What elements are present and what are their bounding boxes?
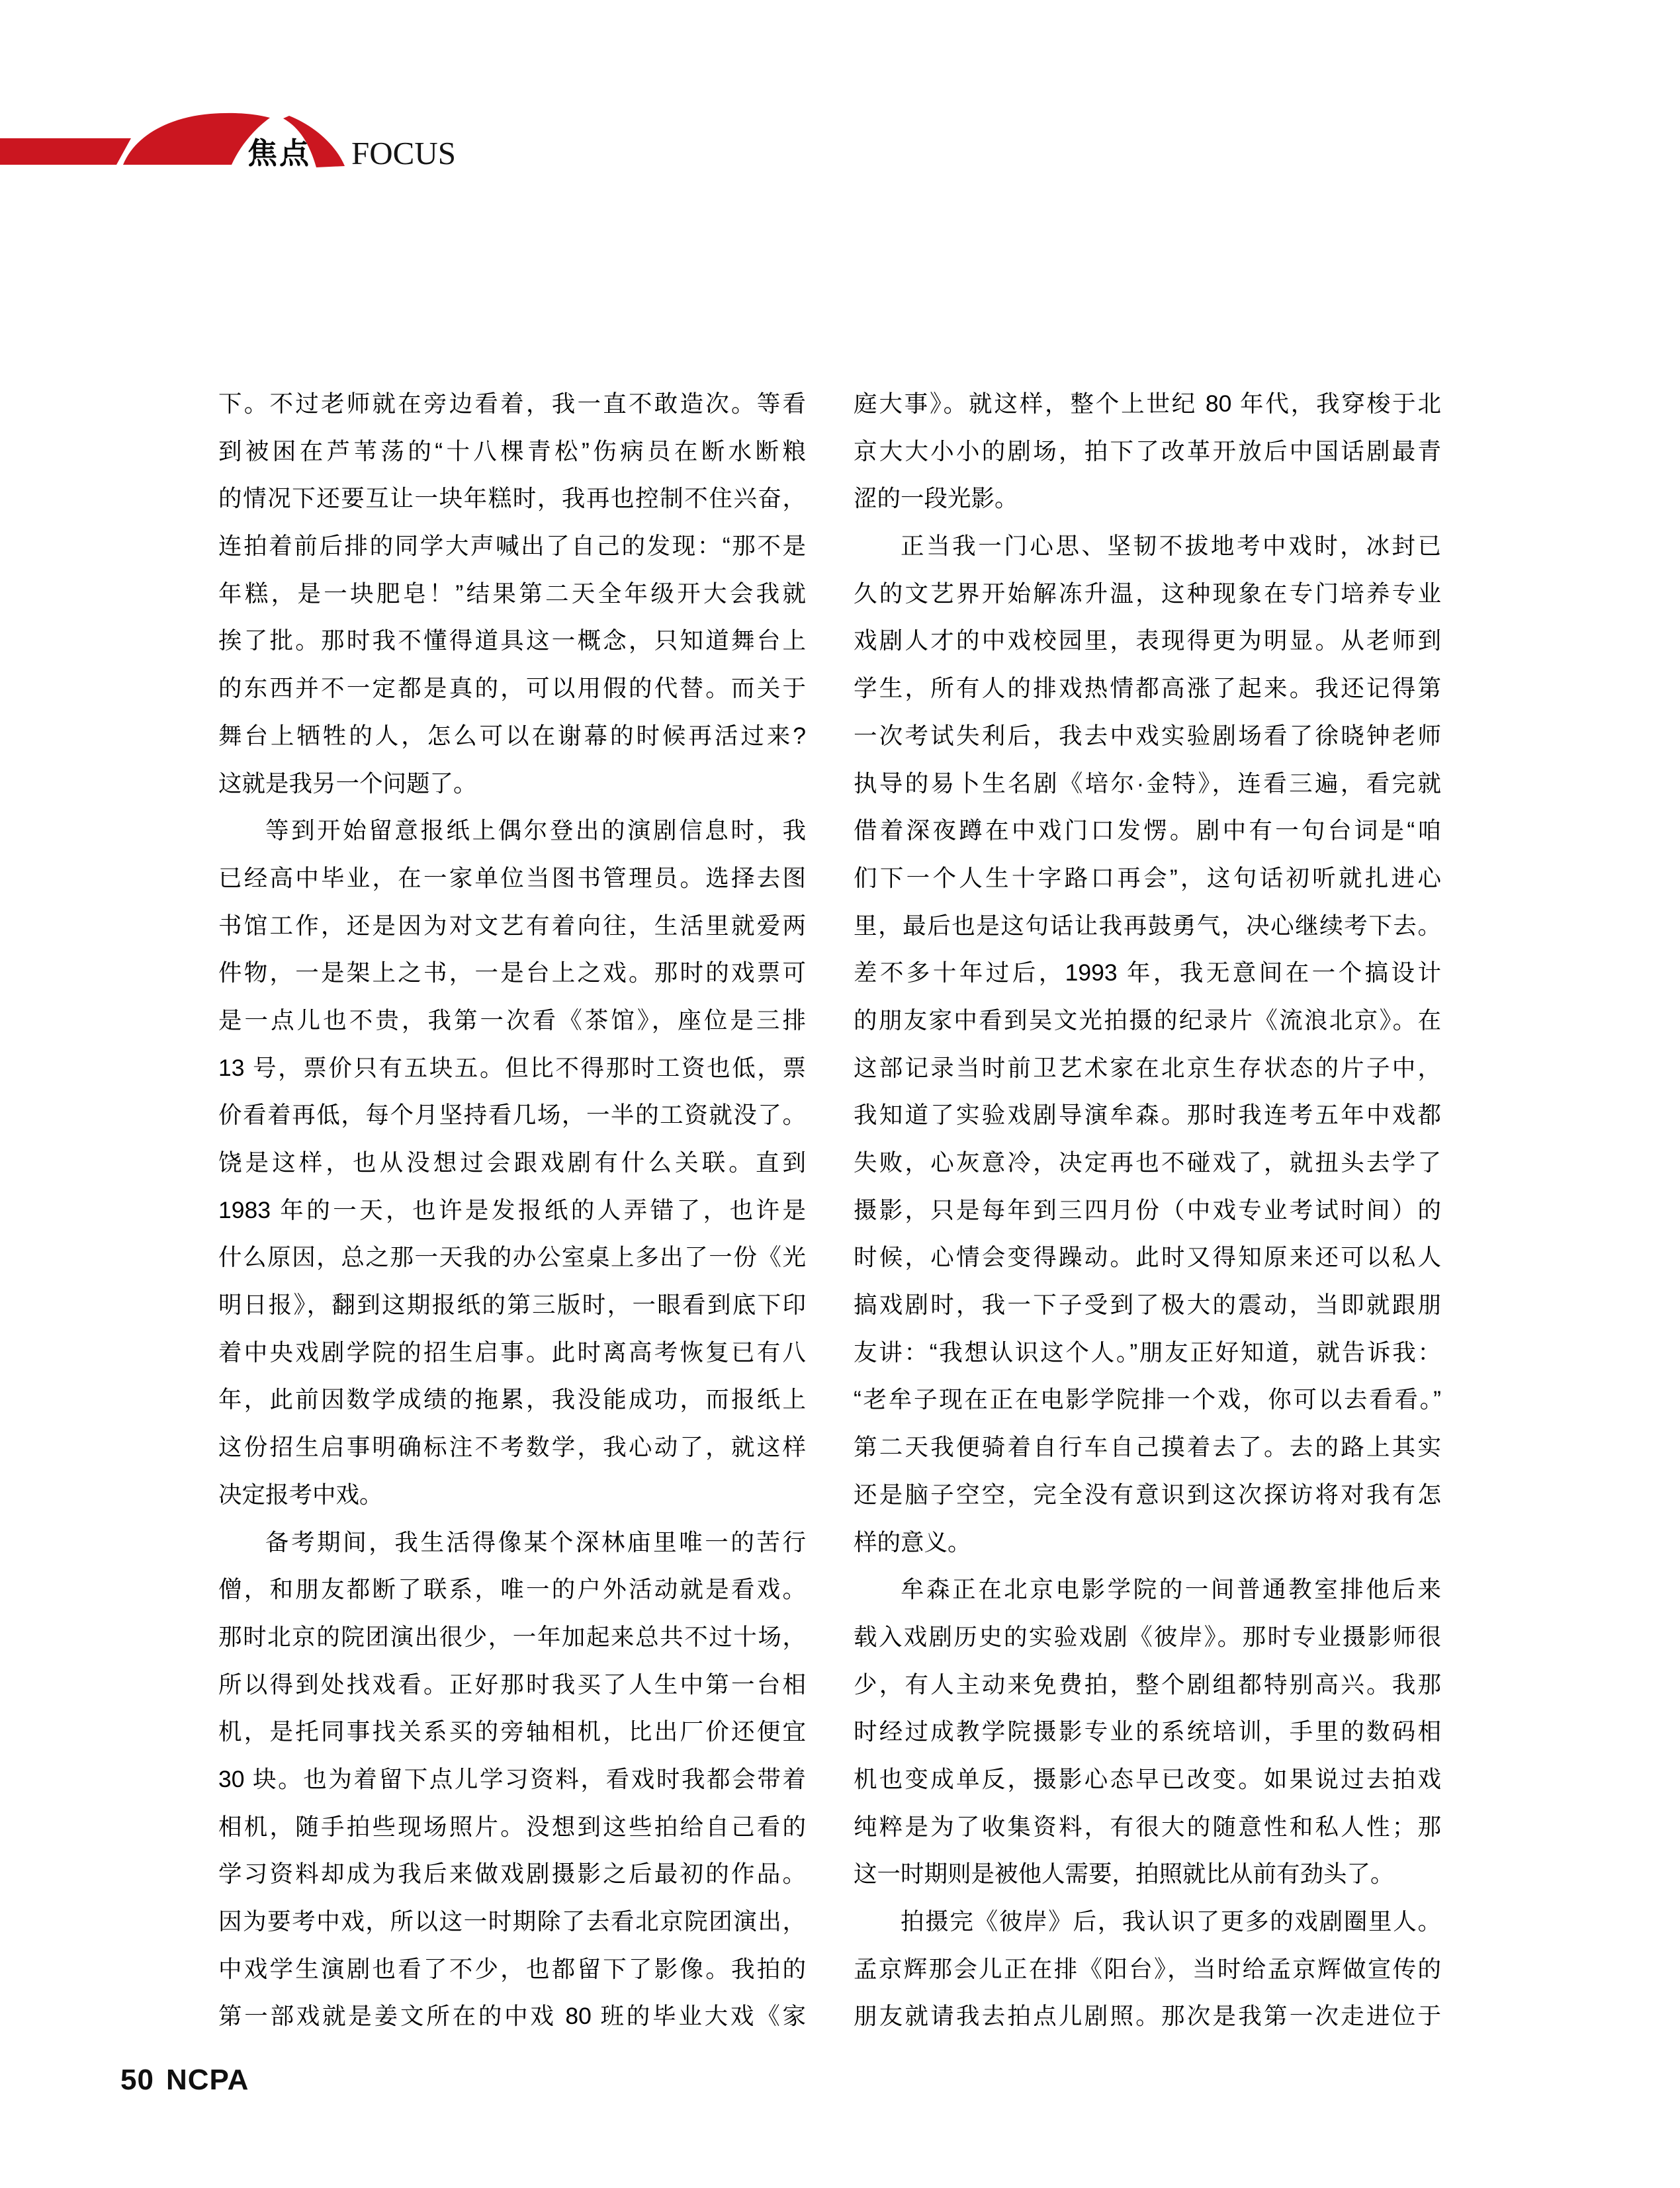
text-line: 载入戏剧历史的实验戏剧《彼岸》。那时专业摄影师很 [854, 1623, 1441, 1650]
section-title-english: FOCUS [351, 135, 456, 171]
text-line: 相机，随手拍些现场照片。没想到这些拍给自己看的 [218, 1813, 806, 1840]
text-line: 是一点儿也不贵，我第一次看《茶馆》，座位是三排 [218, 1006, 806, 1033]
text-line: 连拍着前后排的同学大声喊出了自己的发现：“那不是 [218, 533, 806, 560]
text-line: 京大大小小的剧场，拍下了改革开放后中国话剧最青 [854, 437, 1441, 464]
text-line: 已经高中毕业，在一家单位当图书管理员。选择去图 [218, 864, 806, 891]
text-line: 这就是我另一个问题了。 [218, 769, 477, 797]
text-line: 少，有人主动来免费拍，整个剧组都特别高兴。我那 [854, 1671, 1441, 1698]
text-line: 还是脑子空空，完全没有意识到这次探访将对我有怎 [854, 1481, 1441, 1508]
text-line: 时经过成教学院摄影专业的系统培训，手里的数码相 [854, 1718, 1441, 1745]
text-line: 30 块。也为着留下点儿学习资料，看戏时我都会带着 [218, 1765, 806, 1792]
text-line: 时候，心情会变得躁动。此时又得知原来还可以私人 [854, 1244, 1441, 1271]
text-line: 庭大事》。就这样，整个上世纪 80 年代，我穿梭于北 [854, 390, 1441, 417]
text-line: 失败，心灰意冷，决定再也不碰戏了，就扭头去学了 [854, 1149, 1441, 1176]
text-line: 件物，一是架上之书，一是台上之戏。那时的戏票可 [218, 959, 806, 986]
text-line: 的东西并不一定都是真的，可以用假的代替。而关于 [218, 675, 806, 702]
text-line: 年糕，是一块肥皂！”结果第二天全年级开大会我就 [218, 580, 806, 607]
text-line: 搞戏剧时，我一下子受到了极大的震动，当即就跟朋 [854, 1291, 1441, 1319]
text-line: 差不多十年过后，1993 年，我无意间在一个搞设计 [854, 959, 1441, 986]
text-line: 里，最后也是这句话让我再鼓勇气，决心继续考下去。 [854, 912, 1441, 939]
page-footer [120, 2066, 249, 2095]
text-line: 我知道了实验戏剧导演牟森。那时我连考五年中戏都 [854, 1102, 1441, 1129]
text-line: 们下一个人生十字路口再会”，这句话初听就扎进心 [854, 864, 1441, 891]
article-left-column [218, 380, 806, 2040]
publication-name: NCPA [165, 2064, 249, 2096]
text-line: 僧，和朋友都断了联系，唯一的户外活动就是看戏。 [218, 1576, 806, 1603]
text-line: 什么原因，总之那一天我的办公室桌上多出了一份《光 [218, 1244, 806, 1271]
text-line: 第二天我便骑着自行车自己摸着去了。去的路上其实 [854, 1434, 1441, 1461]
text-line: 舞台上牺牲的人，怎么可以在谢幕的时候再活过来? [218, 722, 806, 749]
text-line: 明日报》，翻到这期报纸的第三版时，一眼看到底下印 [218, 1291, 806, 1319]
text-line: 第一部戏就是姜文所在的中戏 80 班的毕业大戏《家 [218, 2003, 806, 2030]
text-line: 备考期间，我生活得像某个深林庙里唯一的苦行 [265, 1528, 806, 1555]
text-line: 所以得到处找戏看。正好那时我买了人生中第一台相 [218, 1671, 806, 1698]
text-line: 戏剧人才的中戏校园里，表现得更为明显。从老师到 [854, 627, 1441, 654]
text-line: 摄影，只是每年到三四月份（中戏专业考试时间）的 [854, 1196, 1441, 1223]
text-line: 样的意义。 [854, 1528, 971, 1555]
text-line: 13 号，票价只有五块五。但比不得那时工资也低，票 [218, 1054, 806, 1081]
text-line: 一次考试失利后，我去中戏实验剧场看了徐晓钟老师 [854, 722, 1441, 749]
text-line: 到被困在芦苇荡的“十八棵青松”伤病员在断水断粮 [218, 437, 806, 464]
text-line: 执导的易卜生名剧《培尔·金特》，连看三遍，看完就 [854, 769, 1441, 797]
text-line: 久的文艺界开始解冻升温，这种现象在专门培养专业 [854, 580, 1441, 607]
text-line: 的朋友家中看到吴文光拍摄的纪录片《流浪北京》。在 [854, 1006, 1441, 1033]
text-line: 饶是这样，也从没想过会跟戏剧有什么关联。直到 [218, 1149, 806, 1176]
text-line: 那时北京的院团演出很少，一年加起来总共不过十场， [218, 1623, 806, 1650]
text-line: 这部记录当时前卫艺术家在北京生存状态的片子中， [854, 1054, 1441, 1081]
text-line: 因为要考中戏，所以这一时期除了去看北京院团演出， [218, 1908, 806, 1935]
text-line: 机也变成单反，摄影心态早已改变。如果说过去拍戏 [854, 1765, 1441, 1792]
text-line: 朋友就请我去拍点儿剧照。那次是我第一次走进位于 [854, 2003, 1441, 2030]
text-line: “老牟子现在正在电影学院排一个戏，你可以去看看。” [854, 1386, 1441, 1413]
text-line: 学生，所有人的排戏热情都高涨了起来。我还记得第 [854, 675, 1441, 702]
text-line: 孟京辉那会儿正在排《阳台》，当时给孟京辉做宣传的 [854, 1955, 1441, 1982]
text-line: 等到开始留意报纸上偶尔登出的演剧信息时，我 [265, 817, 806, 844]
text-line: 纯粹是为了收集资料，有很大的随意性和私人性；那 [854, 1813, 1441, 1840]
page-number: 50 [120, 2064, 154, 2096]
text-line: 中戏学生演剧也看了不少，也都留下了影像。我拍的 [218, 1955, 806, 1982]
text-line: 这一时期则是被他人需要，拍照就比从前有劲头了。 [854, 1860, 1394, 1888]
text-line: 涩的一段光影。 [854, 485, 1018, 512]
text-line: 书馆工作，还是因为对文艺有着向往，生活里就爱两 [218, 912, 806, 939]
text-line: 正当我一门心思、坚韧不拔地考中戏时，冰封已 [901, 533, 1441, 560]
text-line: 借着深夜蹲在中戏门口发愣。剧中有一句台词是“咱 [854, 817, 1441, 844]
section-title-chinese: 焦点 [247, 136, 312, 170]
text-line: 友讲：“我想认识这个人。”朋友正好知道，就告诉我： [854, 1338, 1441, 1366]
text-line: 机，是托同事找关系买的旁轴相机，比出厂价还便宜 [218, 1718, 806, 1745]
text-line: 拍摄完《彼岸》后，我认识了更多的戏剧圈里人。 [901, 1908, 1441, 1935]
text-line: 学习资料却成为我后来做戏剧摄影之后最初的作品。 [218, 1860, 806, 1888]
text-line: 决定报考中戏。 [218, 1481, 383, 1508]
text-line: 1983 年的一天，也许是发报纸的人弄错了，也许是 [218, 1196, 806, 1223]
text-line: 价看着再低，每个月坚持看几场，一半的工资就没了。 [218, 1102, 806, 1129]
text-line: 的情况下还要互让一块年糕时，我再也控制不住兴奋， [218, 485, 806, 512]
text-line: 着中央戏剧学院的招生启事。此时离高考恢复已有八 [218, 1338, 806, 1366]
text-line: 牟森正在北京电影学院的一间普通教室排他后来 [901, 1576, 1441, 1603]
text-line: 年，此前因数学成绩的拖累，我没能成功，而报纸上 [218, 1386, 806, 1413]
text-line: 这份招生启事明确标注不考数学，我心动了，就这样 [218, 1434, 806, 1461]
text-line: 挨了批。那时我不懂得道具这一概念，只知道舞台上 [218, 627, 806, 654]
text-line: 下。不过老师就在旁边看着，我一直不敢造次。等看 [218, 390, 806, 417]
article-right-column [854, 380, 1441, 2040]
